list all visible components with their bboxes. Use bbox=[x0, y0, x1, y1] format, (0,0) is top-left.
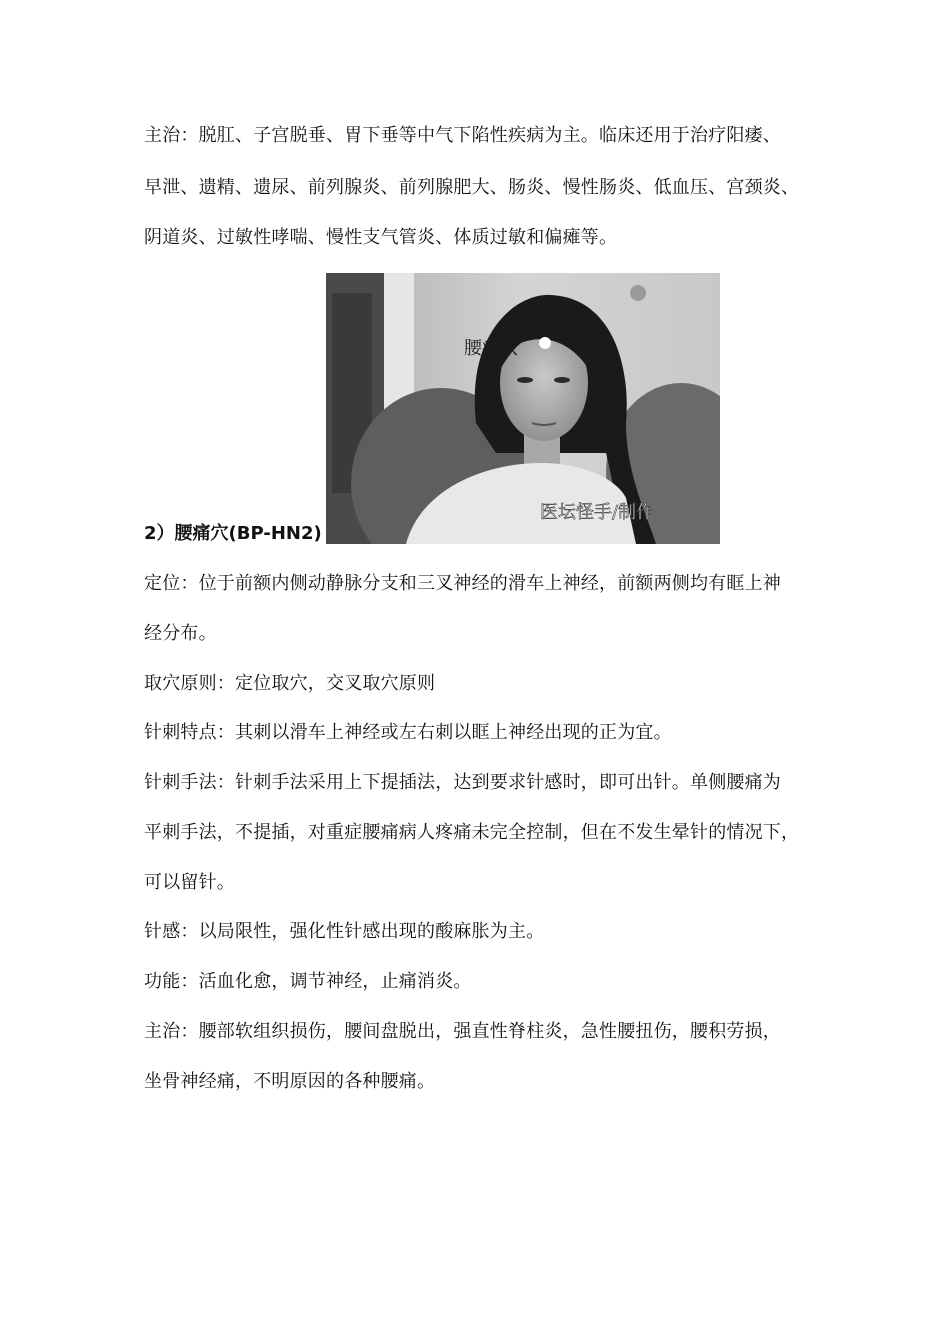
paragraph-line: 经分布。 bbox=[144, 623, 217, 644]
section-heading: 2）腰痛穴(BP-HN2) bbox=[144, 523, 322, 544]
paragraph-line: 针感：以局限性，强化性针感出现的酸麻胀为主。 bbox=[144, 921, 545, 942]
paragraph-line: 取穴原则：定位取穴，交叉取穴原则 bbox=[144, 673, 436, 694]
paragraph-line: 早泄、遗精、遗尿、前列腺炎、前列腺肥大、肠炎、慢性肠炎、低血压、宫颈炎、 bbox=[144, 177, 800, 198]
paragraph-line: 可以留针。 bbox=[144, 872, 235, 893]
paragraph-line: 定位：位于前额内侧动静脉分支和三叉神经的滑车上神经，前额两侧均有眶上神 bbox=[144, 573, 781, 594]
paragraph-line: 主治：脱肛、子宫脱垂、胃下垂等中气下陷性疾病为主。临床还用于治疗阳痿、 bbox=[144, 125, 781, 146]
paragraph-line: 针刺特点：其刺以滑车上神经或左右刺以眶上神经出现的正为宜。 bbox=[144, 722, 672, 743]
paragraph-line: 坐骨神经痛，不明原因的各种腰痛。 bbox=[144, 1071, 436, 1092]
paragraph-line: 阴道炎、过敏性哮喘、慢性支气管炎、体质过敏和偏瘫等。 bbox=[144, 227, 618, 248]
paragraph-line: 平刺手法，不提插，对重症腰痛病人疼痛未完全控制，但在不发生晕针的情况下， bbox=[144, 822, 800, 843]
photo-watermark: 医坛怪手/制作 bbox=[540, 502, 655, 523]
paragraph-line: 主治：腰部软组织损伤，腰间盘脱出，强直性脊柱炎，急性腰扭伤，腰积劳损， bbox=[144, 1021, 781, 1042]
paragraph-line: 功能：活血化愈，调节神经，止痛消炎。 bbox=[144, 971, 472, 992]
paragraph-line: 针刺手法：针刺手法采用上下提插法，达到要求针感时，即可出针。单侧腰痛为 bbox=[144, 772, 781, 793]
acupoint-photo bbox=[326, 273, 720, 544]
photo-point-label: 腰痛穴 bbox=[464, 338, 518, 359]
